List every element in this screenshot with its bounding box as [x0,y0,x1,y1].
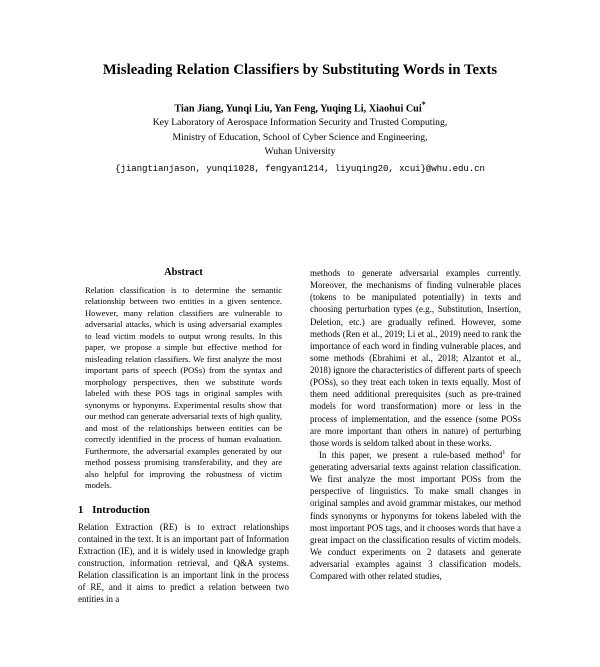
author-names: Tian Jiang, Yunqi Liu, Yan Feng, Yuqing Li, Xiaohui Cui [174,102,422,114]
affiliation-line-3: Wuhan University [264,146,336,158]
right-column-paragraph-continued: methods to generate adversarial examples currently. Moreover, the mechanisms of finding vulnerable places (tokens to be manipulated potentially) in texts and choosing perturbation types (e.g., Substitution, Insertion, Deletion, etc.) are gradually refined. However, some methods (Ren et al., 2019; Li et al., 2019) need to rank the importance of each word in finding vulnerable places, and some methods (Ebrahimi et al., 2018; Alzantot et al., 2018) ignore the characteristics of different parts of speech (POSs), so they treat each token in texts equally. Most of them need additional prerequisites (such as pre-trained models for word transformation) more or less in the process of implementation, and the essence (some POSs are more important than others in nature) of perturbing those words is seldom talked about in these works. [310,268,521,448]
abstract-heading: Abstract [164,267,203,278]
right-column-paragraph-2 [310,449,521,582]
two-column-body [78,267,522,667]
right-column [310,267,521,667]
page-title: Misleading Relation Classifiers by Substituting Words in Texts [102,62,498,78]
paragraph-2-part-2: for generating adversarial texts against relation classification. We first analyze the most important POSs from the perspective of linguistics. To make small changes in original samples and avoid grammar mistakes, our method finds synonyms or hyponyms for tokens labeled with the most important POS tags, and it chooses words that have a great impact on the classification results of victim models. We conduct experiments on 2 datasets and generate adversarial examples against 3 classification models. Compared with other related studies, [310,449,521,582]
abstract-text: Relation classification is to determine the semantic relationship between two entities in a given sentence. However, many relation classifiers are vulnerable to adversarial attacks, which is using adversarial examples to lead victim models to output wrong results. In this paper, we propose a simple but effective method for misleading relation classifiers. We first analyze the most important parts of speech (POSs) from the syntax and morphology perspectives, then we substitute words labeled with these POS tags in original samples with synonyms or hyponyms. Experimental results show that our method can generate adversarial texts of high quality, and most of the relationships between entities can be correctly identified in the process of human evaluation. Furthermore, the adversarial examples generated by our method possess promising transferability, and they are also helpful for improving the robustness of victim models. [85,285,282,491]
footnote-marker: 1 [502,448,506,456]
paper-page [0,62,600,662]
left-column [78,267,289,667]
affiliation-line-2: Ministry of Education, School of Cyber Science and Engineering, [172,131,428,143]
section-number: 1 [78,504,84,516]
author-list [78,100,522,116]
corresponding-author-marker: * [421,99,426,109]
introduction-paragraph-1: Relation Extraction (RE) is to extract relationships contained in the text. It is an important part of Information Extraction (IE), and it is widely used in knowledge graph construction, information retrieval, and Q&A systems. Relation classification is an important link in the process of RE, and it aims to predict a relation between two entities in a [78,521,289,605]
section-heading-introduction [78,505,289,516]
affiliation-line-1: Key Laboratory of Aerospace Information Security and Trusted Computing, [152,117,448,129]
paragraph-2-part-1: In this paper, we present a rule-based method [319,449,503,460]
author-emails: {jiangtianjason, yunqi1028, fengyan1214, liyuqing20, xcui}@whu.edu.cn [115,163,485,175]
section-title: Introduction [92,504,150,516]
